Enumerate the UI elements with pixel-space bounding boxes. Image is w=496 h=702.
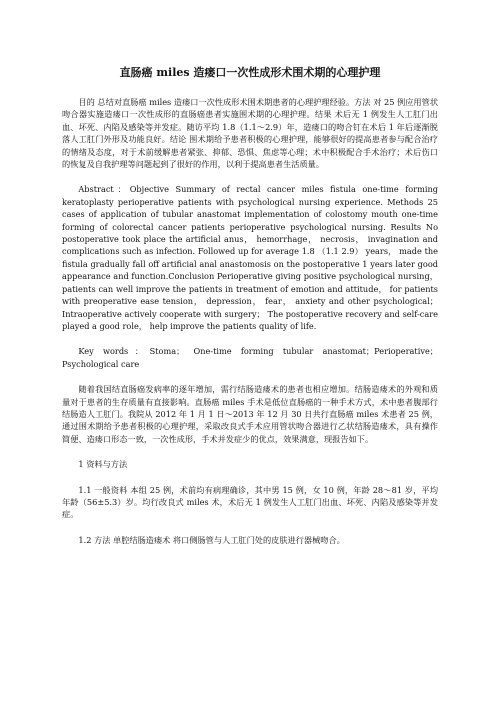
paper-title: 直肠癌 miles 造瘘口一次性成形术围术期的心理护理 [119, 66, 381, 79]
subsection-methods [62, 534, 438, 546]
abstract-english [62, 183, 438, 332]
subsection-methods-label: 1.2 方法 [78, 534, 111, 545]
subsection-methods-text: 单腔结肠造瘘术 将口侧肠管与人工肛门处的皮肤进行器械吻合。 [113, 534, 345, 545]
abstract-chinese-text: 总结对直肠癌 miles 造瘘口一次性成形术围术期患者的心理护理经验。方法 对 25 例应用管状吻合器实施造瘘口一次性成形的直肠癌患者实施围术期的心理护理。结果 术后无 1 例发生人工肛门出血、坏死、内陷及感染等并发症。随访平均 1.8（1.1～2.9）年，造瘘口的吻合钉在术后 1 年后逐渐脱落人工肛门外形及功能良好。结论 围术期给予患者积极的心理护理，能够很好的提高患者参与配合治疗的情绪及态度，对于术前缓解患者紧张、抑郁、恐惧、焦虑等心理；术中积极配合手术治疗；术后伤口的恢复及自我护理等问题起到了很好的作用，以利于提高患者生活质量。 [62, 97, 439, 170]
abstract-chinese-label: 目的 [78, 97, 95, 107]
subsection-general-data [62, 484, 438, 521]
subsection-general-data-label: 1.1 一般资料 [78, 484, 128, 495]
keywords-text: Stoma； One-time forming tubular anastomat；Perioperative；Psychological care [62, 346, 438, 369]
abstract-chinese [62, 96, 438, 170]
keywords-label: Key words： [78, 346, 150, 357]
abstract-english-text: Objective Summary of rectal cancer miles fistula one-time forming keratoplasty perioperative patients with psychological nursing experience. Methods 25 cases of application of tubular anastomat implementation of colostomy mouth one-time forming of colorectal cancer patients perioperative psychological nursing. Results No postoperative took place the artificial anus， hemorrhage， necrosis， invagination and complications such as infection. Followed up for average 1.8 （1.1 2.9） years， made the fistula gradually fall off artificial anal anastomosis on the postoperative 1 years later good appearance and function.Conclusion Perioperative giving positive psychological nursing， patients can well improve the patients in treatment of emotion and attitude， for patients with preoperative ease tension， depression， fear， anxiety and other psychological； Intraoperative actively cooperate with surgery； The postoperative recovery and self-care played a good role， help improve the patients quality of life. [62, 184, 438, 331]
keywords [62, 345, 438, 370]
subsection-general-data-text: 本组 25 例，术前均有病理确诊，其中男 15 例，女 10 例，年龄 28～81 岁，平均年龄（56±5.3）岁。均行改良式 miles 术，术后无 1 例发生人工肛门出血、坏死、内陷及感染等并发症。 [62, 484, 439, 520]
section-heading-materials-methods: 1 资料与方法 [78, 459, 128, 470]
introduction-paragraph: 随着我国结直肠癌发病率的逐年增加，需行结肠造瘘术的患者也相应增加。结肠造瘘术的外观和质量对于患者的生存质量有直接影响。直肠癌 miles 手术是低位直肠癌的一种手术方式，术中患者腹部行结肠造人工肛门。我院从 2012 年 1 月 1 日～2013 年 12 月 30 日共行直肠癌 miles 术患者 25 例，通过围术期给予患者积极的心理护理，采取改良式手术应用管状吻合器进行乙状结肠造瘘术，具有操作简便、造瘘口形态一致，一次性成形，手术并发症少的优点，效果满意，现报告如下。 [62, 384, 438, 444]
abstract-english-label: Abstract： [78, 184, 130, 195]
